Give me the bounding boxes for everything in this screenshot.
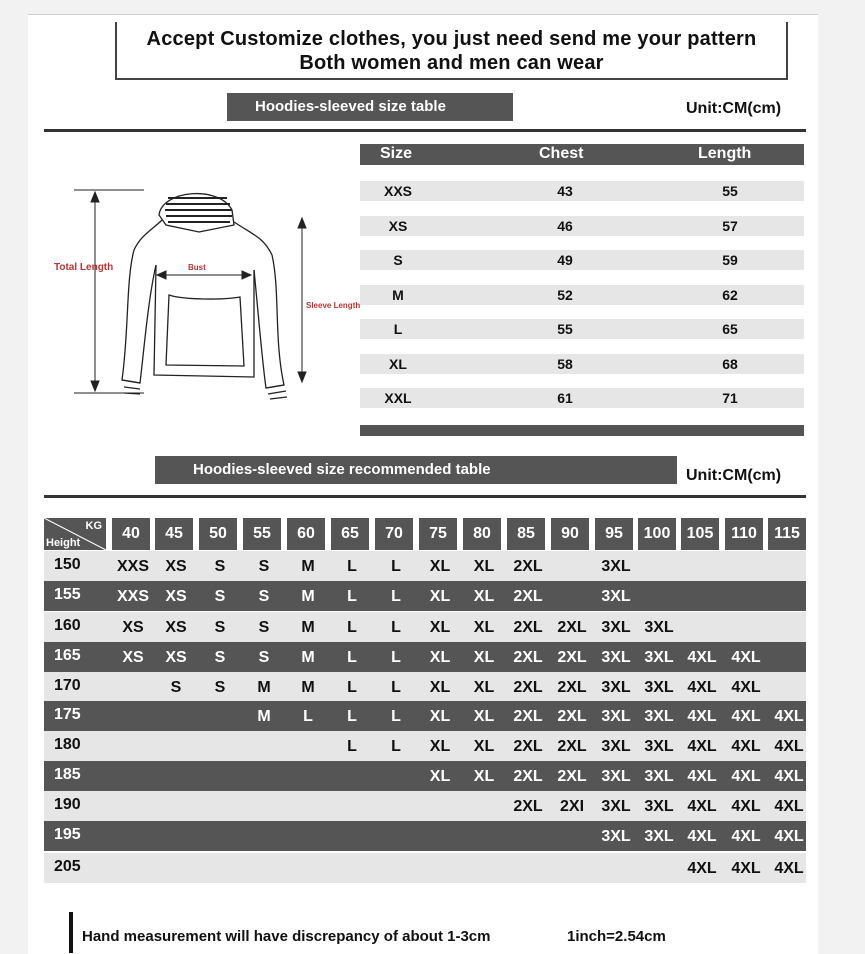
size-cell: 4XL	[774, 738, 804, 755]
weight-header-cell: 55	[243, 518, 281, 550]
note-bar	[69, 912, 73, 953]
size-cell: 3XL	[601, 798, 631, 815]
size-cell: 2XL	[557, 708, 587, 725]
size-cell: 3XL	[601, 738, 631, 755]
size-cell: L	[393, 321, 403, 337]
size-cell: XL	[473, 738, 495, 755]
weight-header-cell: 50	[199, 518, 237, 550]
chest-cell: 55	[557, 321, 573, 337]
weight-header-cell: 60	[287, 518, 325, 550]
size-cell: 3XL	[601, 828, 631, 845]
length-cell: 62	[722, 287, 738, 303]
recommend-row	[44, 551, 806, 581]
size-cell: 3XL	[644, 738, 674, 755]
size-cell: XL	[429, 768, 451, 785]
size-cell: 2XL	[513, 708, 543, 725]
size-cell: XS	[122, 649, 144, 666]
hoodie-illustration	[44, 180, 361, 410]
length-cell: 59	[722, 252, 738, 268]
size-table-header	[360, 144, 804, 165]
size-cell: 4XL	[687, 828, 717, 845]
size-cell: 4XL	[731, 679, 761, 696]
size-cell: XL	[429, 588, 451, 605]
length-cell: 65	[722, 321, 738, 337]
length-cell: 68	[722, 356, 738, 372]
total-length-label: Total Length	[54, 262, 114, 273]
size-table-unit: Unit:CM(cm)	[686, 100, 782, 117]
size-cell: 4XL	[731, 649, 761, 666]
size-cell: L	[391, 558, 401, 575]
weight-header-cell: 65	[331, 518, 369, 550]
size-cell: L	[347, 649, 357, 666]
height-cell: 180	[54, 736, 81, 753]
size-cell: 3XL	[644, 619, 674, 636]
height-cell: 185	[54, 766, 81, 783]
size-cell: 2XL	[513, 588, 543, 605]
size-cell: L	[347, 588, 357, 605]
weight-header-cell: 100	[638, 518, 676, 550]
weight-header-cell: 75	[419, 518, 457, 550]
weight-header-cell: 90	[551, 518, 589, 550]
size-cell: 4XL	[774, 768, 804, 785]
size-cell: L	[391, 738, 401, 755]
kg-label: KG	[85, 520, 102, 532]
weight-header-cell: 70	[375, 518, 413, 550]
size-cell: L	[391, 588, 401, 605]
recommend-row	[44, 731, 806, 761]
size-row	[360, 388, 804, 408]
conversion-note: 1inch=2.54cm	[567, 928, 666, 945]
size-row	[360, 181, 804, 201]
size-cell: M	[392, 287, 404, 303]
height-cell: 160	[54, 617, 81, 634]
chest-cell: 61	[557, 390, 573, 406]
size-cell: 3XL	[644, 828, 674, 845]
height-cell: 150	[54, 556, 81, 573]
recommend-row	[44, 853, 806, 883]
size-cell: 3XL	[644, 649, 674, 666]
recommend-table-header	[44, 518, 806, 550]
sleeve-length-label: Sleeve Length	[306, 301, 361, 310]
height-cell: 170	[54, 677, 81, 694]
height-cell: 175	[54, 706, 81, 723]
size-cell: L	[347, 708, 357, 725]
size-cell: S	[214, 588, 226, 605]
chest-cell: 49	[557, 252, 573, 268]
bust-label: Bust	[188, 263, 206, 272]
recommend-row	[44, 672, 806, 702]
size-row	[360, 319, 804, 339]
chest-cell: 58	[557, 356, 573, 372]
size-row	[360, 216, 804, 236]
recommend-row	[44, 701, 806, 731]
size-cell: XS	[165, 649, 187, 666]
size-cell: 4XL	[774, 860, 804, 877]
size-cell: XL	[473, 619, 495, 636]
col-length: Length	[698, 145, 752, 162]
size-cell: M	[301, 588, 315, 605]
size-cell: XL	[429, 649, 451, 666]
size-cell: 2XL	[513, 619, 543, 636]
size-cell: XL	[429, 679, 451, 696]
size-cell: 2XL	[513, 649, 543, 666]
size-cell: XL	[473, 649, 495, 666]
header-box	[115, 22, 788, 80]
size-cell: S	[214, 558, 226, 575]
size-cell: XL	[473, 768, 495, 785]
size-cell: 4XL	[687, 768, 717, 785]
size-cell: 3XL	[601, 768, 631, 785]
size-cell: L	[391, 649, 401, 666]
size-cell: S	[258, 558, 270, 575]
recommend-row	[44, 761, 806, 791]
col-size: Size	[380, 145, 413, 162]
size-cell: L	[303, 708, 313, 725]
size-cell: L	[391, 708, 401, 725]
size-cell: S	[258, 588, 270, 605]
size-cell: M	[301, 679, 315, 696]
size-cell: XS	[165, 558, 187, 575]
recommend-row	[44, 791, 806, 821]
size-cell: 4XL	[731, 860, 761, 877]
recommend-table-banner: Hoodies-sleeved size recommended table	[155, 456, 677, 484]
size-cell: 4XL	[687, 860, 717, 877]
size-cell: S	[214, 619, 226, 636]
size-cell: 3XL	[601, 558, 631, 575]
size-cell: XL	[473, 708, 495, 725]
size-cell: 4XL	[731, 738, 761, 755]
size-cell: XXS	[116, 588, 150, 605]
size-table-banner: Hoodies-sleeved size table	[227, 93, 513, 121]
size-cell: 4XL	[731, 798, 761, 815]
size-cell: XS	[122, 619, 144, 636]
weight-header-cell: 85	[507, 518, 545, 550]
height-cell: 155	[54, 586, 81, 603]
height-cell: 195	[54, 826, 81, 843]
size-cell: M	[301, 619, 315, 636]
size-cell: L	[347, 558, 357, 575]
size-cell: XL	[429, 619, 451, 636]
size-cell: L	[347, 738, 357, 755]
chest-cell: 43	[557, 183, 573, 199]
length-cell: 55	[722, 183, 738, 199]
weight-header-cell: 95	[595, 518, 633, 550]
height-cell: 190	[54, 796, 81, 813]
size-cell: 3XL	[644, 679, 674, 696]
size-row	[360, 250, 804, 270]
weight-header-cell: 40	[112, 518, 150, 550]
height-cell: 165	[54, 647, 81, 664]
size-cell: XS	[165, 619, 187, 636]
length-cell: 57	[722, 218, 738, 234]
col-chest: Chest	[539, 145, 584, 162]
size-cell: S	[170, 679, 182, 696]
size-cell: S	[258, 649, 270, 666]
size-cell: 4XL	[731, 708, 761, 725]
size-cell: 4XL	[731, 828, 761, 845]
divider	[44, 495, 806, 498]
weight-header-cell: 80	[463, 518, 501, 550]
size-cell: 2XL	[513, 738, 543, 755]
weight-header-cell: 110	[725, 518, 763, 550]
size-cell: 4XL	[774, 708, 804, 725]
size-cell: 4XL	[774, 798, 804, 815]
chest-cell: 52	[557, 287, 573, 303]
size-cell: 3XL	[601, 708, 631, 725]
size-table-footer	[360, 425, 804, 436]
chest-cell: 46	[557, 218, 573, 234]
height-cell: 205	[54, 858, 81, 875]
header-line-2: Both women and men can wear	[299, 52, 604, 74]
size-cell: L	[347, 679, 357, 696]
recommend-row	[44, 612, 806, 642]
size-cell: 2XL	[513, 798, 543, 815]
size-cell: 4XL	[687, 708, 717, 725]
size-cell: 2XL	[557, 738, 587, 755]
size-cell: 3XL	[644, 768, 674, 785]
header-line-1: Accept Customize clothes, you just need send me your pattern	[146, 28, 757, 50]
size-cell: 2XL	[513, 558, 543, 575]
size-cell: 4XL	[687, 798, 717, 815]
recommend-table-unit: Unit:CM(cm)	[686, 467, 782, 484]
recommend-row	[44, 581, 806, 611]
size-cell: S	[393, 252, 403, 268]
size-cell: L	[391, 619, 401, 636]
size-cell: XL	[389, 356, 407, 372]
size-cell: S	[214, 649, 226, 666]
size-cell: 3XL	[601, 588, 631, 605]
size-cell: M	[257, 679, 271, 696]
size-cell: M	[301, 649, 315, 666]
weight-header-cell: 115	[768, 518, 806, 550]
size-cell: M	[301, 558, 315, 575]
kg-height-corner	[44, 518, 106, 550]
size-cell: XL	[473, 679, 495, 696]
size-cell: 4XL	[731, 768, 761, 785]
size-cell: 2XL	[557, 649, 587, 666]
size-cell: 4XL	[774, 828, 804, 845]
size-cell: 2XL	[557, 619, 587, 636]
size-cell: XXL	[384, 390, 412, 406]
size-cell: S	[214, 679, 226, 696]
size-cell: 2XL	[557, 768, 587, 785]
size-cell: XS	[165, 588, 187, 605]
size-cell: XXS	[383, 183, 413, 199]
size-cell: 2XL	[513, 679, 543, 696]
size-cell: 4XL	[687, 679, 717, 696]
size-cell: XL	[473, 558, 495, 575]
size-cell: 3XL	[601, 649, 631, 666]
size-cell: 4XL	[687, 738, 717, 755]
size-cell: 3XL	[601, 619, 631, 636]
size-cell: 2XL	[557, 679, 587, 696]
size-row	[360, 354, 804, 374]
size-cell: XS	[388, 218, 408, 234]
divider	[44, 129, 806, 132]
size-cell: XL	[473, 588, 495, 605]
size-cell: XL	[429, 738, 451, 755]
size-cell: M	[257, 708, 271, 725]
recommend-row	[44, 821, 806, 851]
height-label: Height	[46, 537, 81, 549]
size-cell: 3XL	[601, 679, 631, 696]
size-cell: 3XL	[644, 798, 674, 815]
size-cell: L	[391, 679, 401, 696]
size-cell: XXS	[116, 558, 150, 575]
size-cell: XL	[429, 708, 451, 725]
size-cell: XL	[429, 558, 451, 575]
size-cell: S	[258, 619, 270, 636]
size-cell: 4XL	[687, 649, 717, 666]
length-cell: 71	[722, 390, 738, 406]
discrepancy-note: Hand measurement will have discrepancy of about 1-3cm	[82, 928, 491, 945]
size-cell: 2XL	[513, 768, 543, 785]
weight-header-cell: 45	[155, 518, 193, 550]
size-cell: L	[347, 619, 357, 636]
recommend-row	[44, 642, 806, 672]
size-row	[360, 285, 804, 305]
size-cell: 2XI	[559, 798, 585, 815]
weight-header-cell: 105	[681, 518, 719, 550]
size-cell: 3XL	[644, 708, 674, 725]
